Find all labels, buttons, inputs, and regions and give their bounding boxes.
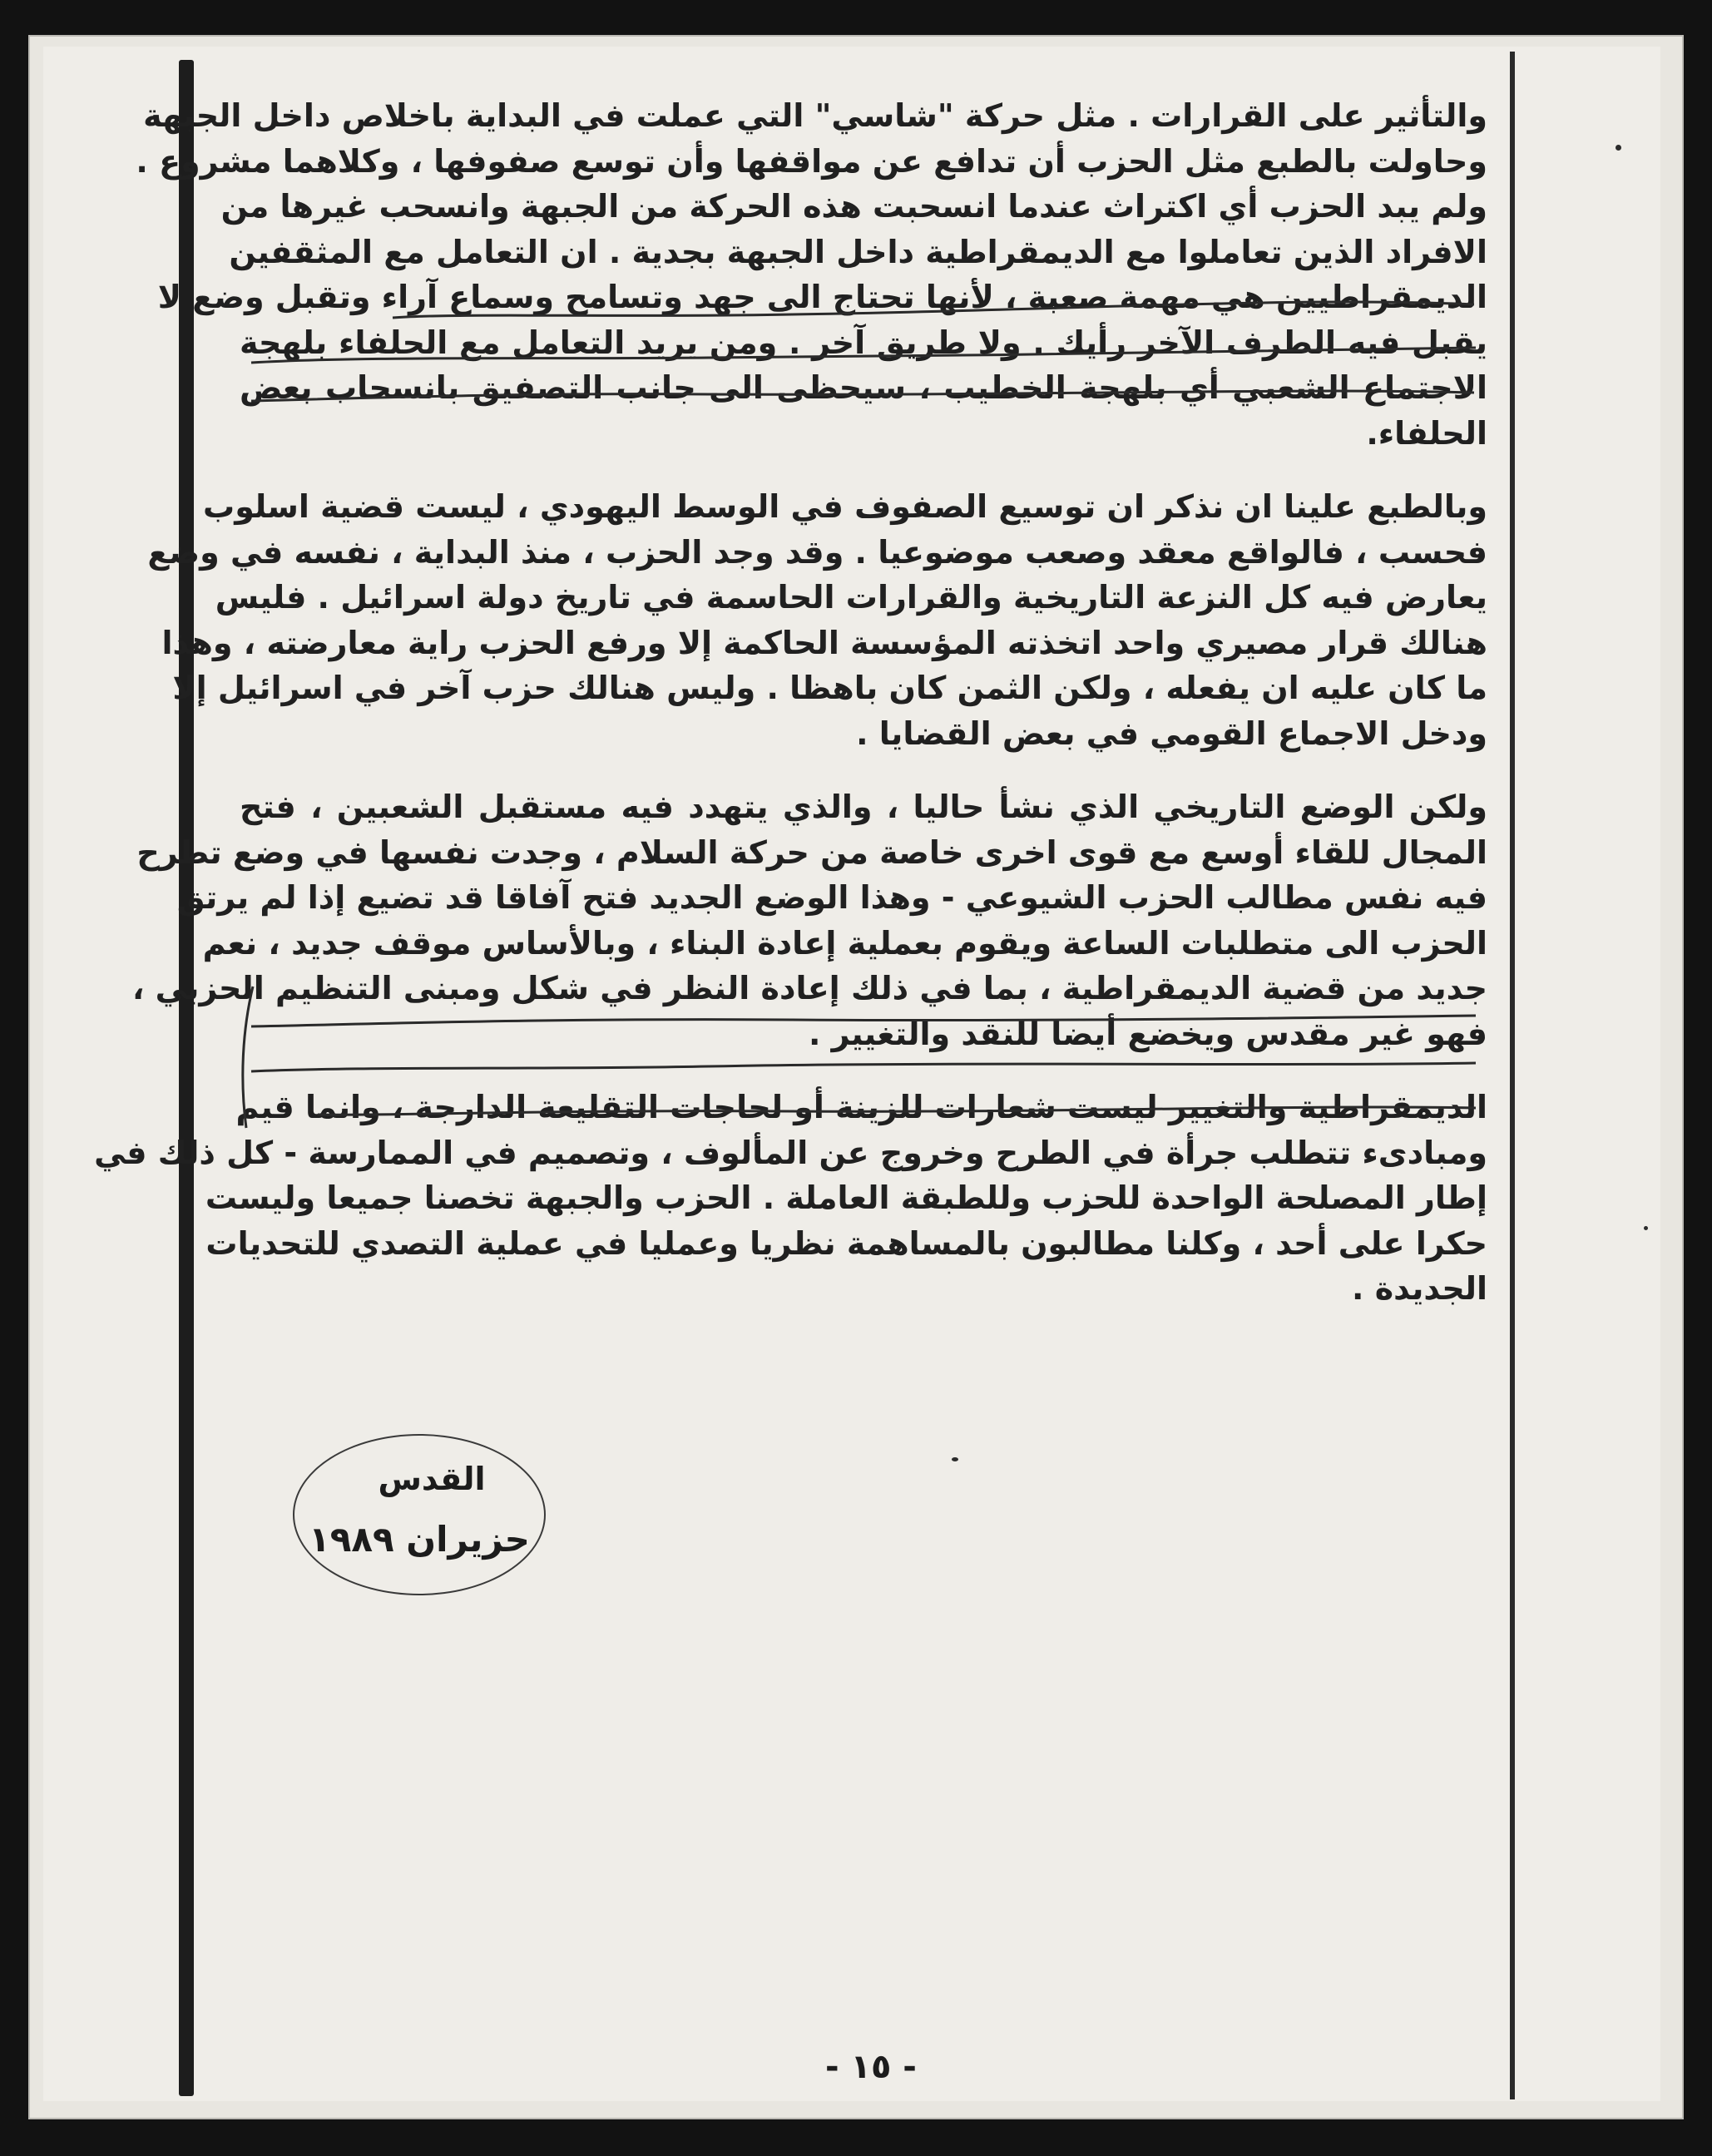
- text-line: ولم يبد الحزب أي اكتراث عندما انسحبت هذه الحركة من الجبهة وانسحب غيرها من: [220, 188, 1487, 225]
- signature-date: حزيران ١٩٨٩: [309, 1519, 530, 1560]
- paragraph-2: [147, 484, 1487, 756]
- paragraph-3: [132, 784, 1487, 1056]
- ink-speck: [1616, 145, 1621, 151]
- document-sheet: [43, 47, 1660, 2101]
- text-line: إطار المصلحة الواحدة للحزب وللطبقة العاملة . الحزب والجبهة تخصنا جميعا وليست: [205, 1179, 1487, 1216]
- text-line: الافراد الذين تعاملوا مع الديمقراطية داخل الجبهة بجدية . ان التعامل مع المثقفين: [229, 233, 1487, 270]
- signature-city: القدس: [378, 1461, 486, 1497]
- scanned-page: [28, 35, 1684, 2119]
- paragraph-1: [136, 93, 1487, 456]
- paragraph-4: [94, 1085, 1487, 1312]
- text-line: فهو غير مقدس ويخضع أيضا للنقد والتغيير .: [808, 1015, 1487, 1052]
- text-line: فيه نفس مطالب الحزب الشيوعي - وهذا الوضع الجديد فتح آفاقا قد تضيع إذا لم يرتق: [176, 879, 1487, 916]
- text-line: الاجتماع الشعبي أي بلهجة الخطيب ، سيحظى الى جانب التصفيق بانسحاب بعض: [240, 369, 1487, 406]
- text-line: الحلفاء.: [1366, 414, 1487, 452]
- ink-speck: [1644, 1226, 1648, 1230]
- body-text: [94, 93, 1487, 1340]
- page-number: - ١٥ -: [825, 2048, 917, 2086]
- left-border-rule: [179, 60, 194, 2096]
- text-line: المجال للقاء أوسع مع قوى اخرى خاصة من حركة السلام ، وجدت نفسها في وضع تطرح: [136, 833, 1487, 871]
- text-line: ولكن الوضع التاريخي الذي نشأ حاليا ، والذي يتهدد فيه مستقبل الشعبين ، فتح: [240, 789, 1487, 825]
- text-line: وحاولت بالطبع مثل الحزب أن تدافع عن مواقفها وأن توسع صفوفها ، وكلاهما مشروع .: [136, 142, 1487, 180]
- ink-speck: [952, 1457, 958, 1461]
- text-line: ومبادىء تتطلب جرأة في الطرح وخروج عن المألوف ، وتصميم في الممارسة - كل ذلك في: [94, 1134, 1487, 1171]
- text-line: فحسب ، فالواقع معقد وصعب موضوعيا . وقد وجد الحزب ، منذ البداية ، نفسه في وضع: [147, 533, 1487, 571]
- text-line: جديد من قضية الديمقراطية ، بما في ذلك إعادة النظر في شكل ومبنى التنظيم الحزبي ،: [132, 970, 1487, 1006]
- right-border-rule: [1510, 52, 1515, 2099]
- text-line: والتأثير على القرارات . مثل حركة "شاسي" التي عملت في البداية باخلاص داخل الجبهة: [143, 97, 1487, 134]
- text-line: يعارض فيه كل النزعة التاريخية والقرارات الحاسمة في تاريخ دولة اسرائيل . فليس: [215, 579, 1487, 616]
- text-line: حكرا على أحد ، وكلنا مطالبون بالمساهمة نظريا وعمليا في عملية التصدي للتحديات: [205, 1224, 1487, 1262]
- text-line: وبالطبع علينا ان نذكر ان توسيع الصفوف في الوسط اليهودي ، ليست قضية اسلوب: [203, 488, 1487, 525]
- text-line: الحزب الى متطلبات الساعة ويقوم بعملية إعادة البناء ، وبالأساس موقف جديد ، نعم: [202, 924, 1487, 962]
- text-line: ودخل الاجماع القومي في بعض القضايا .: [856, 715, 1487, 752]
- text-line: الديمقراطيين هي مهمة صعبة ، لأنها تحتاج الى جهد وتسامح وسماع آراء وتقبل وضع لا: [157, 279, 1487, 315]
- text-line: الديمقراطية والتغيير ليست شعارات للزينة أو لحاجات التقليعة الدارجة ، وانما قيم: [235, 1089, 1487, 1125]
- text-line: يقبل فيه الطرف الآخر رأيك . ولا طريق آخر . ومن يريد التعامل مع الحلفاء بلهجة: [240, 324, 1487, 361]
- text-line: الجديدة .: [1352, 1270, 1487, 1307]
- text-line: هنالك قرار مصيري واحد اتخذته المؤسسة الحاكمة إلا ورفع الحزب راية معارضته ، وهذا: [161, 624, 1487, 661]
- signature-stamp: [293, 1434, 546, 1595]
- text-line: ما كان عليه ان يفعله ، ولكن الثمن كان باهظا . وليس هنالك حزب آخر في اسرائيل إلا: [172, 670, 1487, 706]
